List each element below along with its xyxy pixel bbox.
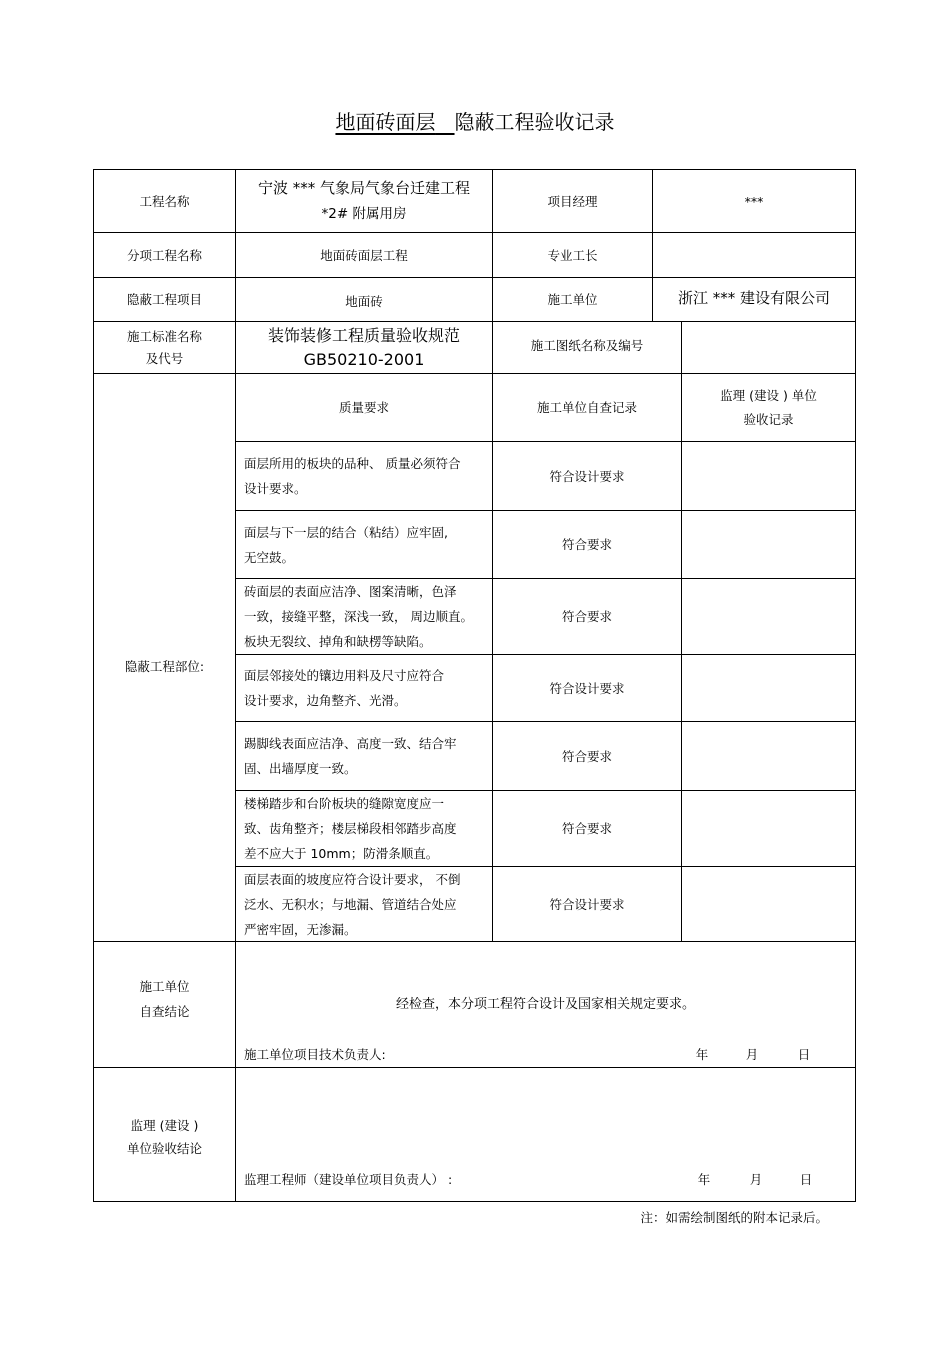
value-project-manager: *** (744, 193, 764, 209)
requirement-line: 无空鼓。 (244, 549, 295, 565)
requirement-line: 砖面层的表面应洁净、图案清晰，色泽 (244, 584, 457, 599)
quality-requirement (236, 791, 492, 866)
requirement-line: 面层邻接处的镶边用料及尺寸应符合 (244, 668, 445, 683)
label-subproject-name: 分项工程名称 (126, 247, 202, 263)
requirement-line: 严密牢固，无渗漏。 (244, 921, 357, 937)
label-standard (94, 322, 235, 373)
quality-requirement (236, 722, 492, 790)
self-check-signer: 施工单位项目技术负责人: (244, 1046, 386, 1062)
requirement-line: 致、齿角整齐；楼层梯段相邻踏步高度 (244, 821, 457, 836)
label-foreman: 专业工长 (547, 247, 598, 263)
value-subproject-name: 地面砖面层工程 (320, 247, 408, 263)
requirement-line: 面层表面的坡度应符合设计要求， 不倒 (244, 871, 461, 887)
value-drawing (682, 322, 855, 373)
col-header-self-check: 施工单位自查记录 (536, 400, 637, 415)
value-concealed-item: 地面砖 (345, 294, 383, 309)
label-concealed-item: 隐蔽工程项目 (126, 292, 202, 307)
project-name-line2: *2# 附属用房 (321, 206, 407, 222)
self-check-result: 符合要求 (561, 609, 612, 624)
requirement-line: 差不应大于 10mm；防滑条顺直。 (244, 846, 439, 861)
self-check-label-line1: 施工单位 (139, 978, 190, 994)
title-underlined-part: 地面砖面层 (335, 110, 436, 134)
requirement-line: 板块无裂纹、掉角和缺楞等缺陷。 (244, 634, 432, 649)
self-check-result: 符合设计要求 (549, 896, 625, 912)
label-contractor: 施工单位 (547, 292, 598, 307)
requirement-line: 设计要求，边角整齐、光滑。 (244, 693, 407, 708)
title-underline-gap (435, 110, 454, 134)
requirement-line: 设计要求。 (244, 481, 307, 496)
label-project-name: 工程名称 (139, 193, 190, 209)
label-drawing: 施工图纸名称及编号 (530, 338, 644, 353)
requirement-line: 固、出墙厚度一致。 (244, 761, 357, 776)
requirement-line: 面层与下一层的结合（粘结）应牢固, (244, 524, 448, 540)
requirement-line: 楼梯踏步和台阶板块的缝隙宽度应一 (244, 796, 445, 811)
quality-requirement (236, 867, 492, 941)
self-check-result: 符合要求 (561, 537, 612, 552)
quality-requirement (236, 511, 492, 578)
supervision-month: 月 (749, 1171, 763, 1187)
supervision-label-line2: 单位验收结论 (126, 1140, 202, 1156)
standard-value-line1: 装饰装修工程质量验收规范 (267, 325, 460, 345)
requirement-line: 踢脚线表面应洁净、高度一致、结合牢 (244, 736, 457, 751)
label-supervision-conclusion (94, 1068, 235, 1201)
quality-requirement (236, 442, 492, 510)
self-check-result: 符合要求 (561, 748, 612, 764)
supervision-year: 年 (697, 1171, 711, 1187)
col-header-quality: 质量要求 (338, 400, 389, 415)
requirement-line: 面层所用的板块的品种、 质量必须符合 (244, 456, 461, 471)
value-project-name (236, 170, 492, 232)
self-check-label-line2: 自查结论 (139, 1003, 190, 1019)
self-check-conclusion-text: 经检查，本分项工程符合设计及国家相关规定要求。 (395, 996, 695, 1012)
supervision-header-line1: 监理 (建设 ) 单位 (720, 387, 817, 403)
label-self-check-conclusion (94, 942, 235, 1067)
requirement-line: 泛水、无积水；与地漏、管道结合处应 (244, 896, 457, 912)
self-check-result: 符合设计要求 (549, 680, 625, 696)
title-main-part: 隐蔽工程验收记录 (454, 110, 615, 134)
col-header-supervision (682, 374, 855, 441)
footnote: 注：如需绘制图纸的附本记录后。 (640, 1210, 828, 1225)
value-foreman (653, 233, 855, 277)
page-title (0, 106, 950, 135)
value-contractor: 浙江 *** 建设有限公司 (677, 289, 831, 307)
self-check-year: 年 (695, 1046, 709, 1062)
label-project-manager: 项目经理 (547, 193, 598, 209)
supervision-day: 日 (799, 1171, 813, 1187)
self-check-result: 符合设计要求 (549, 468, 625, 484)
supervision-signer: 监理工程师（建设单位项目负责人） : (244, 1171, 453, 1187)
quality-requirement (236, 655, 492, 721)
supervision-header-line2: 验收记录 (743, 411, 794, 427)
standard-value-line2: GB50210-2001 (303, 349, 425, 369)
self-check-month: 月 (745, 1046, 759, 1062)
label-concealed-location: 隐蔽工程部位: (124, 659, 205, 674)
self-check-result: 符合要求 (561, 821, 612, 836)
value-standard (236, 322, 492, 373)
self-check-day: 日 (797, 1046, 811, 1062)
quality-requirement (236, 579, 492, 654)
project-name-line1: 宁波 *** 气象局气象台迁建工程 (257, 179, 471, 197)
supervision-label-line1: 监理 (建设 ) (130, 1117, 199, 1133)
standard-label-line2: 及代号 (145, 350, 184, 366)
requirement-line: 一致，接缝平整，深浅一致， 周边顺直。 (244, 609, 473, 624)
standard-label-line1: 施工标准名称 (126, 328, 202, 344)
